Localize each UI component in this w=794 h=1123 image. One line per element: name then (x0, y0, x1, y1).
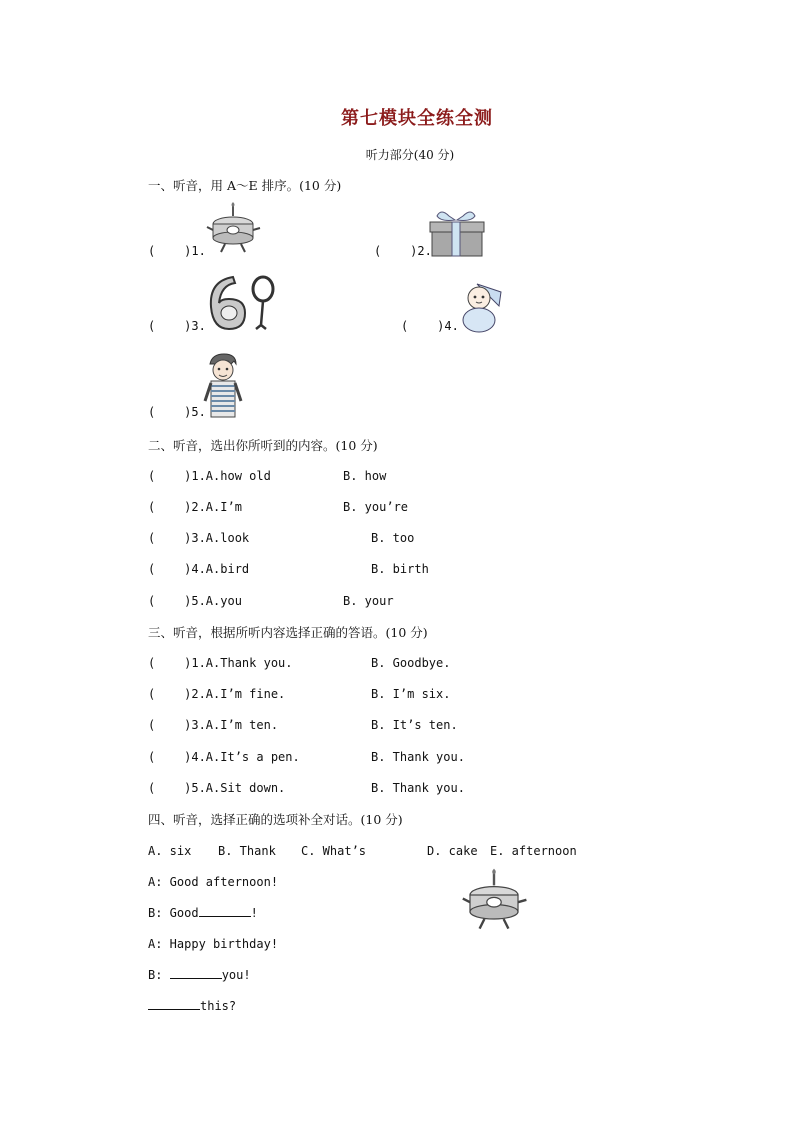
s2-b4: B. birth (371, 562, 429, 576)
s3-b5: B. Thank you. (371, 781, 465, 795)
dialogue-line-2-suffix: ! (250, 906, 258, 920)
boy-icon (200, 352, 246, 420)
s3-b2: B. I’m six. (371, 687, 451, 701)
answer-blank[interactable] (170, 968, 222, 979)
s2-q5: ( )5.A.you (148, 594, 242, 608)
birthday-cake-icon (458, 866, 530, 936)
dialogue-line-4-prefix: B: (148, 968, 170, 982)
numbers-six-nine-icon (203, 271, 281, 333)
s1-item-1: ( )1. (148, 244, 206, 258)
s1-item-2: ( )2. (374, 244, 432, 258)
option-d: D. cake (427, 844, 478, 858)
dialogue-line-4-suffix: you! (221, 968, 251, 982)
s3-b3: B. It’s ten. (371, 718, 458, 732)
dialogue-line-3: A: Happy birthday! (148, 937, 279, 951)
s3-q1: ( )1.A.Thank you. (148, 656, 293, 670)
option-e: E. afternoon (490, 844, 577, 858)
s1-item-3: ( )3. (148, 319, 206, 333)
option-c: C. What’s (301, 844, 367, 858)
page-title: 第七模块全练全测 (341, 108, 493, 129)
dialogue-line-1: A: Good afternoon! (148, 875, 279, 889)
option-a: A. six (148, 844, 192, 858)
s3-q5: ( )5.A.Sit down. (148, 781, 286, 795)
section3-heading: 三、听音，根据所听内容选择正确的答语。(10 分) (148, 625, 428, 640)
s2-q3: ( )3.A.look (148, 531, 250, 545)
s2-b3: B. too (371, 531, 415, 545)
dialogue-line-5-suffix: this? (200, 999, 237, 1013)
s1-item-4: ( )4. (401, 319, 459, 333)
page-subtitle: 听力部分(40 分) (365, 148, 455, 162)
s2-q1: ( )1.A.how old (148, 469, 271, 483)
s1-item-5: ( )5. (148, 405, 206, 419)
option-b: B. Thank (218, 844, 276, 858)
dialogue-line-2-prefix: B: Good (148, 906, 199, 920)
s2-b5: B. your (343, 594, 394, 608)
answer-blank[interactable] (148, 999, 200, 1010)
s3-q2: ( )2.A.I’m fine. (148, 687, 286, 701)
birthday-cake-icon (203, 200, 263, 258)
section2-heading: 二、听音，选出你所听到的内容。(10 分) (148, 438, 378, 453)
s2-b2: B. you’re (343, 500, 409, 514)
gift-box-icon (427, 208, 487, 258)
s3-b4: B. Thank you. (371, 750, 465, 764)
s3-q4: ( )4.A.It’s a pen. (148, 750, 300, 764)
dialogue-line-5 (148, 999, 236, 1013)
section1-heading: 一、听音，用 A～E 排序。(10 分) (148, 178, 342, 193)
s3-b1: B. Goodbye. (371, 656, 451, 670)
s2-q2: ( )2.A.I’m (148, 500, 242, 514)
answer-blank[interactable] (199, 906, 251, 917)
section4-heading: 四、听音，选择正确的选项补全对话。(10 分) (148, 812, 403, 827)
dialogue-line-4 (148, 968, 251, 982)
s2-q4: ( )4.A.bird (148, 562, 250, 576)
s3-q3: ( )3.A.I’m ten. (148, 718, 279, 732)
s2-b1: B. how (343, 469, 387, 483)
baby-icon (455, 280, 505, 334)
dialogue-line-2 (148, 906, 258, 920)
